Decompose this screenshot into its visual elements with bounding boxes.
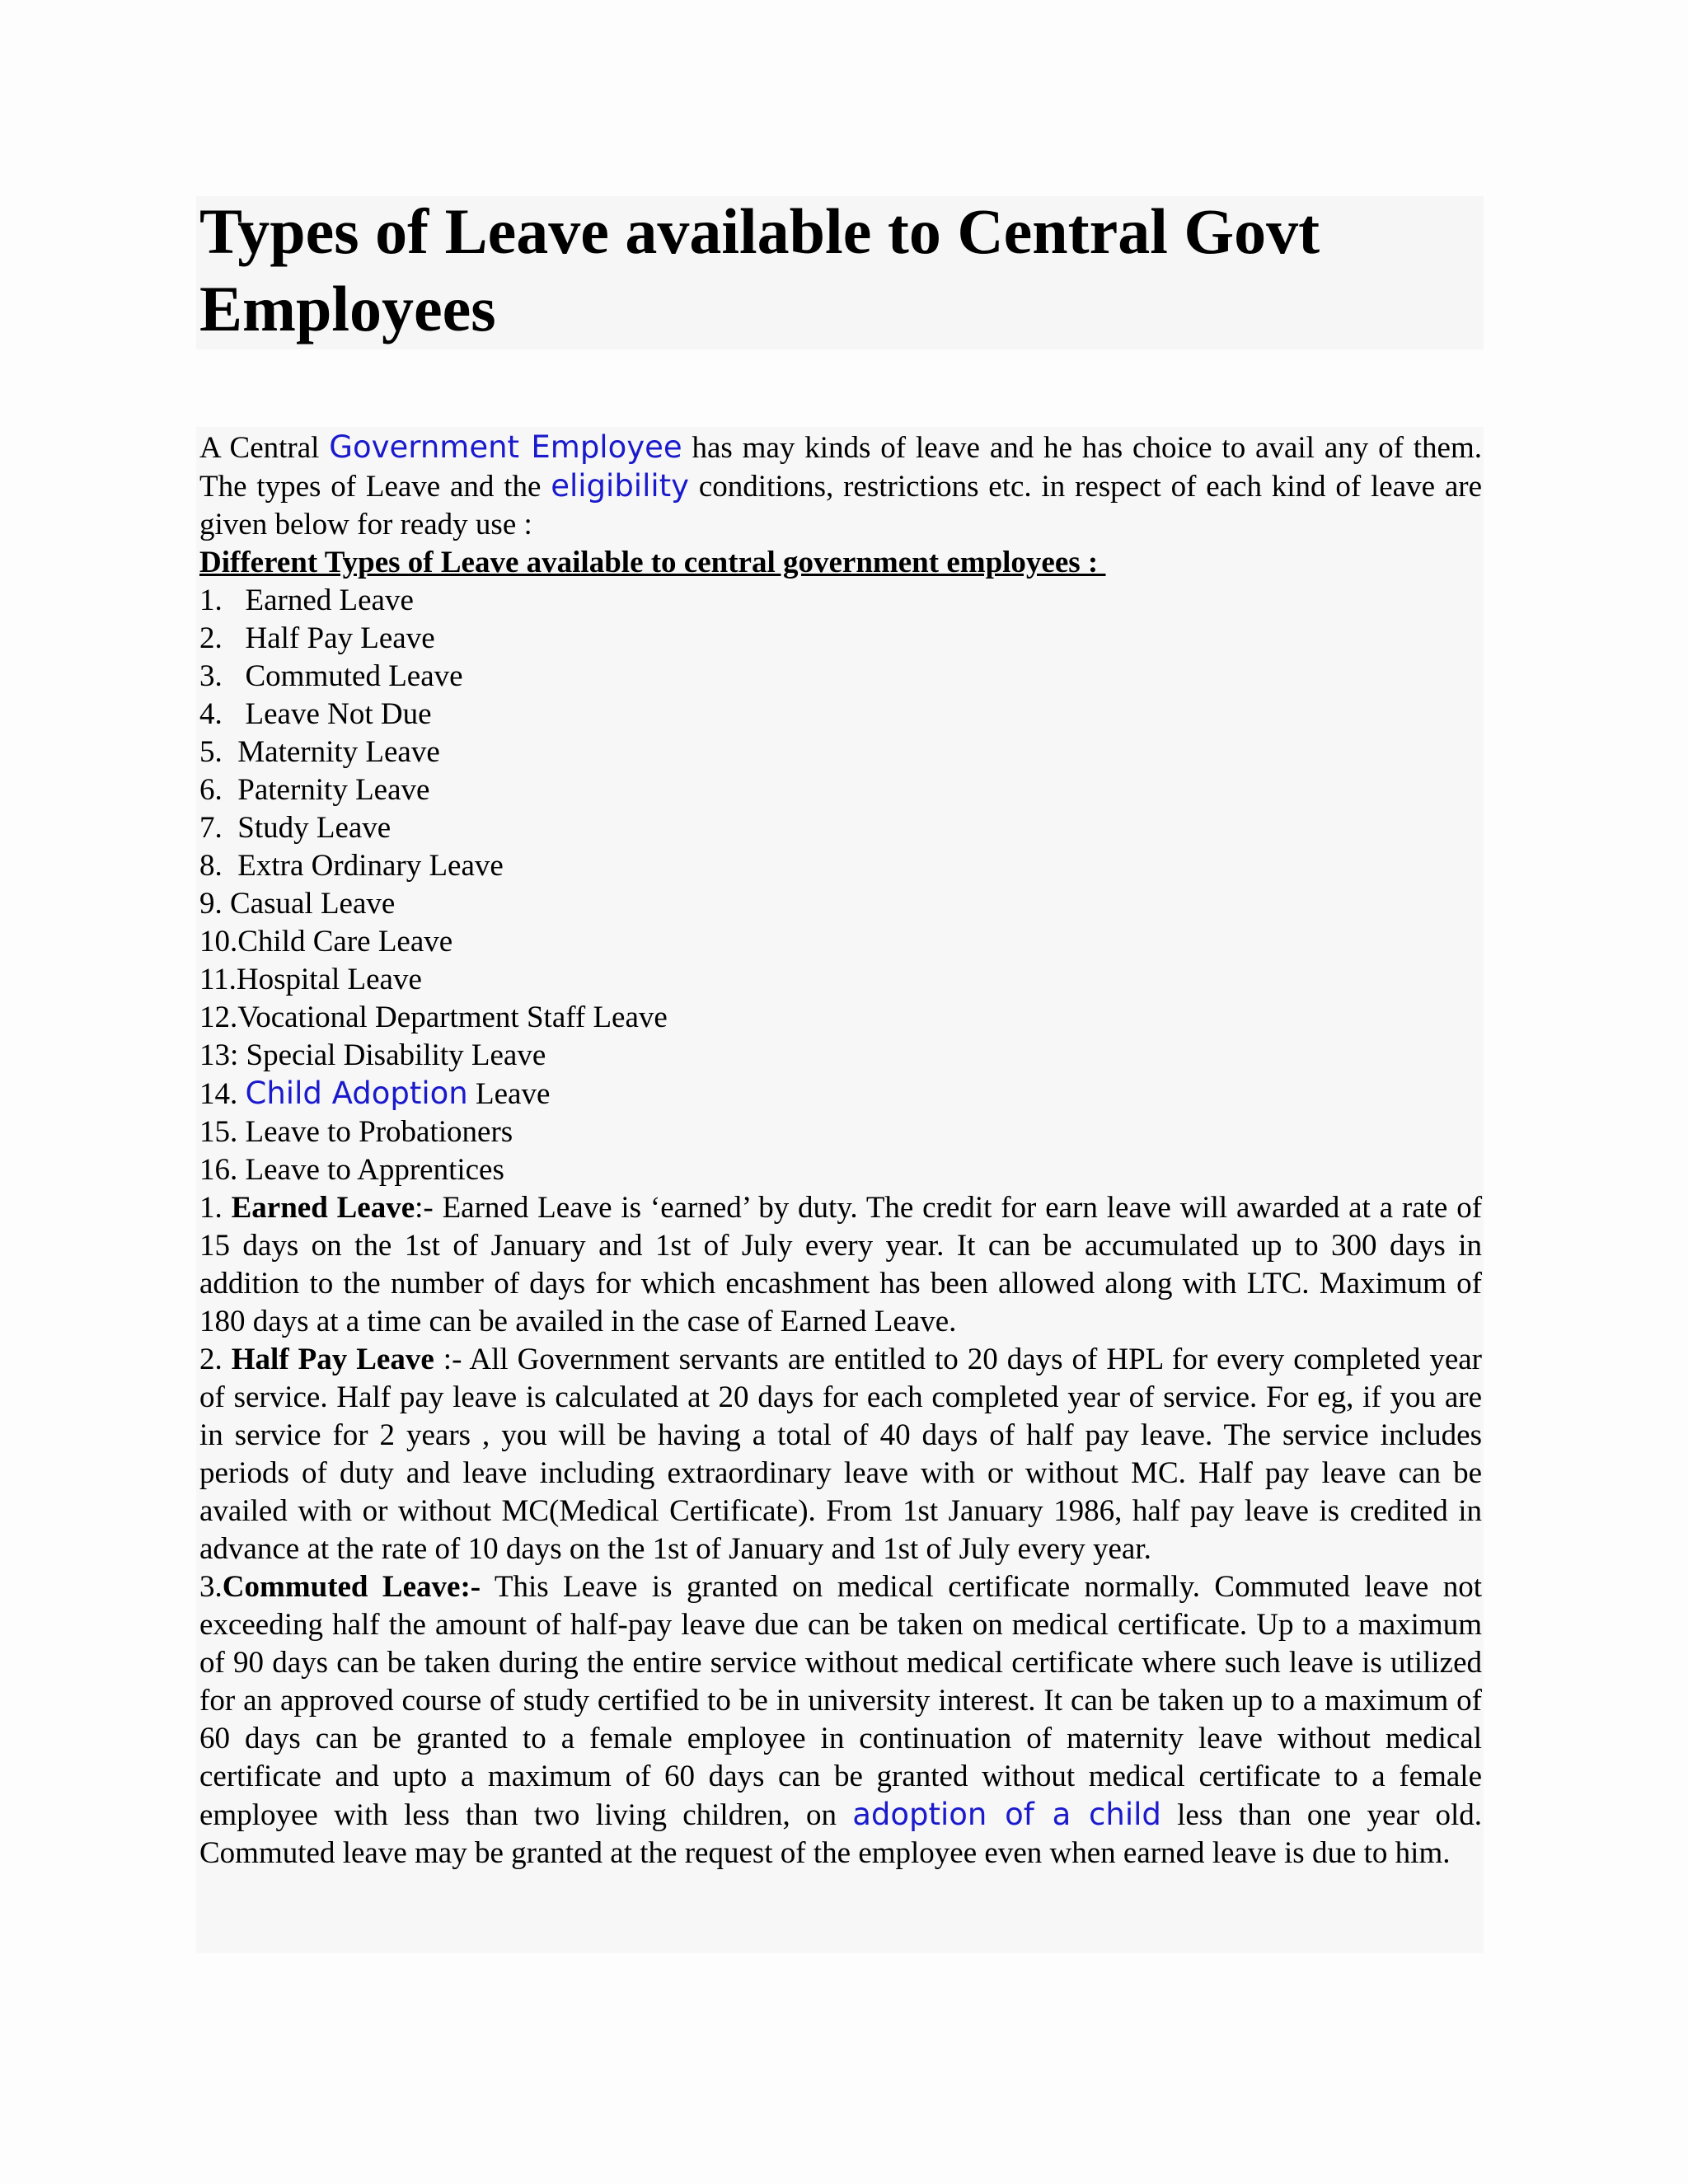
earned-leave-term: Earned Leave <box>231 1191 415 1225</box>
commuted-leave-text-1: This Leave is granted on medical certificate normally. Commuted leave not exceeding half the amount of half-pay leave due can be taken on medical certificate. Up to a maximum of 90 days can be taken during the entire service without medical certificate where such leave is utilized for an approved course of study certified to be in university interest. It can be taken up to a maximum of 60 days can be granted to a female employee in continuation of maternity leave without medical certificate and upto a maximum of 60 days can be granted without medical certificate to a female employee with less than two living children, on <box>199 1570 1483 1832</box>
intro-paragraph <box>199 429 1482 544</box>
list-item: 8. Extra Ordinary Leave <box>199 849 504 883</box>
list-item: 15. Leave to Probationers <box>199 1115 513 1149</box>
list-item: 1. Earned Leave <box>199 583 414 617</box>
list-item: 3. Commuted Leave <box>199 659 463 693</box>
earned-leave-text: :- Earned Leave is ‘earned’ by duty. The credit for earn leave will awarded at a rate of 15 days on the 1st of January and 1st of July every year. It can be accumulated up to 300 days in addition to the number of days for which encashment has been allowed along with LTC. Maximum of 180 days at a time can be availed in the case of Earned Leave. <box>199 1191 1483 1338</box>
commuted-leave-term: Commuted Leave:- <box>222 1570 481 1604</box>
eligibility-link[interactable]: eligibility <box>551 468 690 504</box>
intro-text-2: has may kinds of leave and he has choice to avail any of them. The types of Leave and the <box>199 431 1482 504</box>
commuted-leave-text-2: less than one year old. Commuted leave may be granted at the request of the employee even when earned leave is due to him. <box>199 1798 1482 1870</box>
government-employee-link[interactable]: Government Employee <box>329 429 682 465</box>
title-block <box>196 196 1484 349</box>
item14-suffix: Leave <box>467 1077 551 1111</box>
half-pay-leave-paragraph <box>199 1341 1482 1568</box>
list-item: 5. Maternity Leave <box>199 735 440 769</box>
list-item: 12.Vocational Department Staff Leave <box>199 1001 668 1034</box>
list-item: 4. Leave Not Due <box>199 697 432 731</box>
list-item: 16. Leave to Apprentices <box>199 1153 504 1187</box>
commuted-num: 3. <box>199 1570 223 1604</box>
half-pay-leave-term: Half Pay Leave <box>231 1343 434 1376</box>
commuted-leave-paragraph <box>199 1568 1482 1872</box>
list-item: 2. Half Pay Leave <box>199 621 435 655</box>
earned-leave-paragraph <box>199 1189 1482 1341</box>
half-pay-leave-text: :- All Government servants are entitled to 20 days of HPL for every completed year of service. Half pay leave is calculated at 20 days for each completed year of service. For eg, if you are in service for 2 years , you will be having a total of 40 days of half pay leave. The service includes periods of duty and leave including extraordinary leave with or without MC. Half pay leave can be availed with or without MC(Medical Certificate). From 1st January 1986, half pay leave is credited in advance at the rate of 10 days on the 1st of January and 1st of July every year. <box>199 1343 1482 1566</box>
adoption-of-a-child-link[interactable]: adoption of a child <box>852 1797 1161 1832</box>
list-item: 10.Child Care Leave <box>199 925 453 958</box>
list-item: 13: Special Disability Leave <box>199 1038 546 1072</box>
list-item: 9. Casual Leave <box>199 887 396 921</box>
half-pay-num: 2. <box>199 1343 232 1376</box>
document-body <box>199 429 1482 1872</box>
leave-types-list <box>199 582 1482 1189</box>
leave-types-heading: Different Types of Leave available to central government employees : <box>199 546 1106 579</box>
list-item: 6. Paternity Leave <box>199 773 430 807</box>
earned-num: 1. <box>199 1191 232 1225</box>
list-item: 11.Hospital Leave <box>199 963 422 996</box>
intro-text-3: conditions, restrictions etc. in respect of each kind of leave are given below for ready use : <box>199 470 1482 541</box>
page-title: Types of Leave available to Central Govt Employees <box>199 195 1320 344</box>
intro-text-1: A Central <box>199 431 330 465</box>
list-item-child-adoption <box>199 1075 1482 1113</box>
child-adoption-link[interactable]: Child Adoption <box>245 1076 468 1111</box>
list-item: 7. Study Leave <box>199 811 392 845</box>
item14-prefix: 14. <box>199 1077 246 1111</box>
